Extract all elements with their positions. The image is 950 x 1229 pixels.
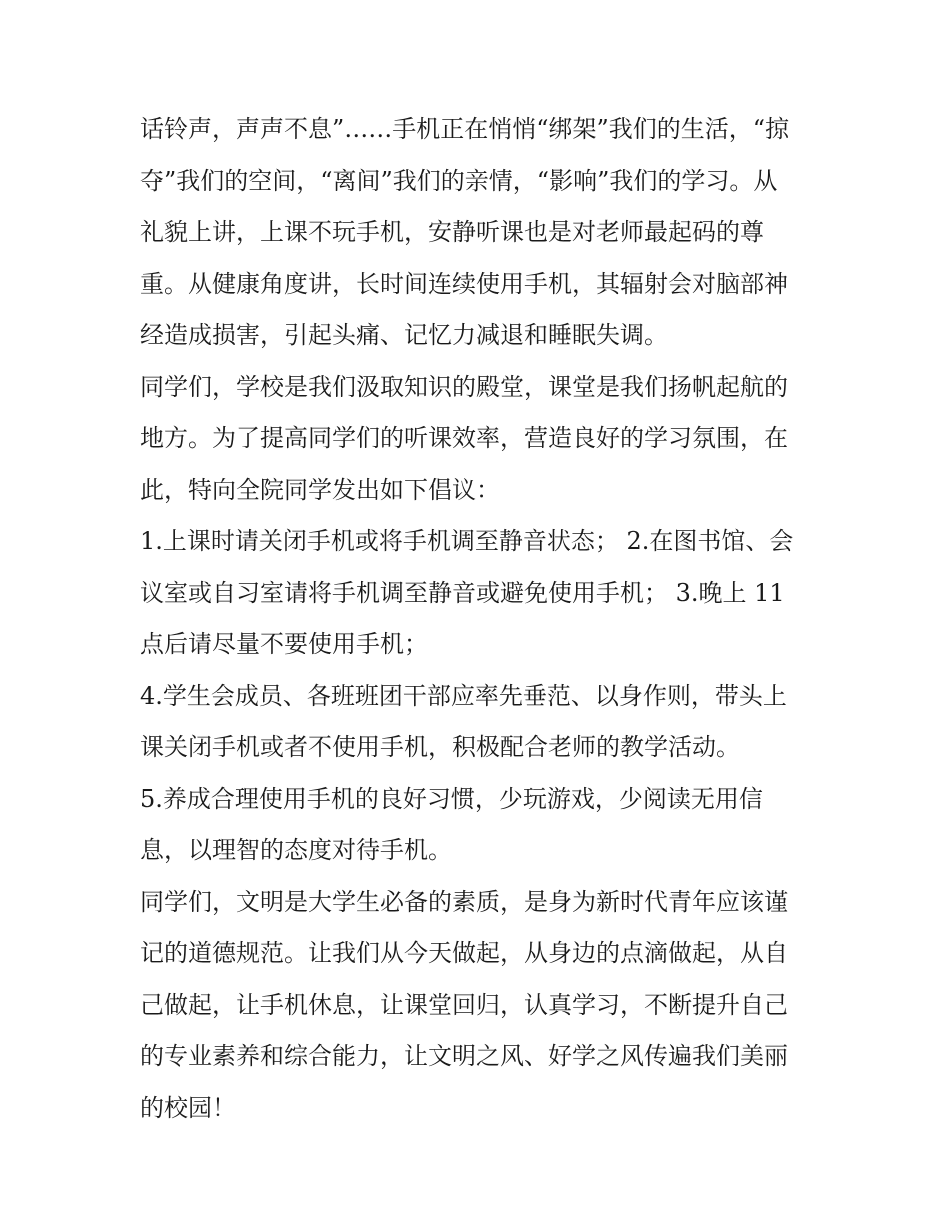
text-line: 议室或自习室请将手机调至静音或避免使用手机； 3.晚上 11 [140, 578, 785, 607]
text-line: 经造成损害，引起头痛、记忆力减退和睡眠失调。 [140, 321, 668, 349]
text-line: 5.养成合理使用手机的良好习惯，少玩游戏，少阅读无用信 [140, 784, 763, 813]
text-line: 己做起，让手机休息，让课堂回归，认真学习，不断提升自己 [140, 990, 788, 1019]
text-line: 的校园！ [140, 1093, 236, 1122]
text-line: 1.上课时请关闭手机或将手机调至静音状态； 2.在图书馆、会 [140, 527, 794, 555]
text-line: 的专业素养和综合能力，让文明之风、好学之风传遍我们美丽 [140, 1042, 788, 1070]
document-body [140, 104, 816, 1134]
text-line: 地方。为了提高同学们的听课效率，营造良好的学习氛围，在 [140, 424, 788, 452]
text-line: 点后请尽量不要使用手机； [140, 630, 428, 658]
text-line: 记的道德规范。让我们从今天做起，从身边的点滴做起，从自 [140, 939, 788, 967]
text-line: 夺”我们的空间，“离间”我们的亲情，“影响”我们的学习。从 [140, 166, 778, 195]
text-line: 话铃声，声声不息”……手机正在悄悄“绑架”我们的生活，“掠 [140, 115, 790, 143]
text-line: 同学们，文明是大学生必备的素质，是身为新时代青年应该谨 [140, 887, 788, 916]
text-line: 礼貌上讲，上课不玩手机，安静听课也是对老师最起码的尊 [140, 218, 764, 246]
text-line: 同学们，学校是我们汲取知识的殿堂，课堂是我们扬帆起航的 [140, 372, 788, 401]
text-line: 课关闭手机或者不使用手机，积极配合老师的教学活动。 [140, 733, 740, 761]
text-line: 此，特向全院同学发出如下倡议： [140, 475, 500, 504]
text-line: 4.学生会成员、各班班团干部应率先垂范、以身作则，带头上 [140, 681, 787, 710]
text-line: 重。从健康角度讲，长时间连续使用手机，其辐射会对脑部神 [140, 269, 788, 298]
text-line: 息，以理智的态度对待手机。 [140, 836, 452, 864]
